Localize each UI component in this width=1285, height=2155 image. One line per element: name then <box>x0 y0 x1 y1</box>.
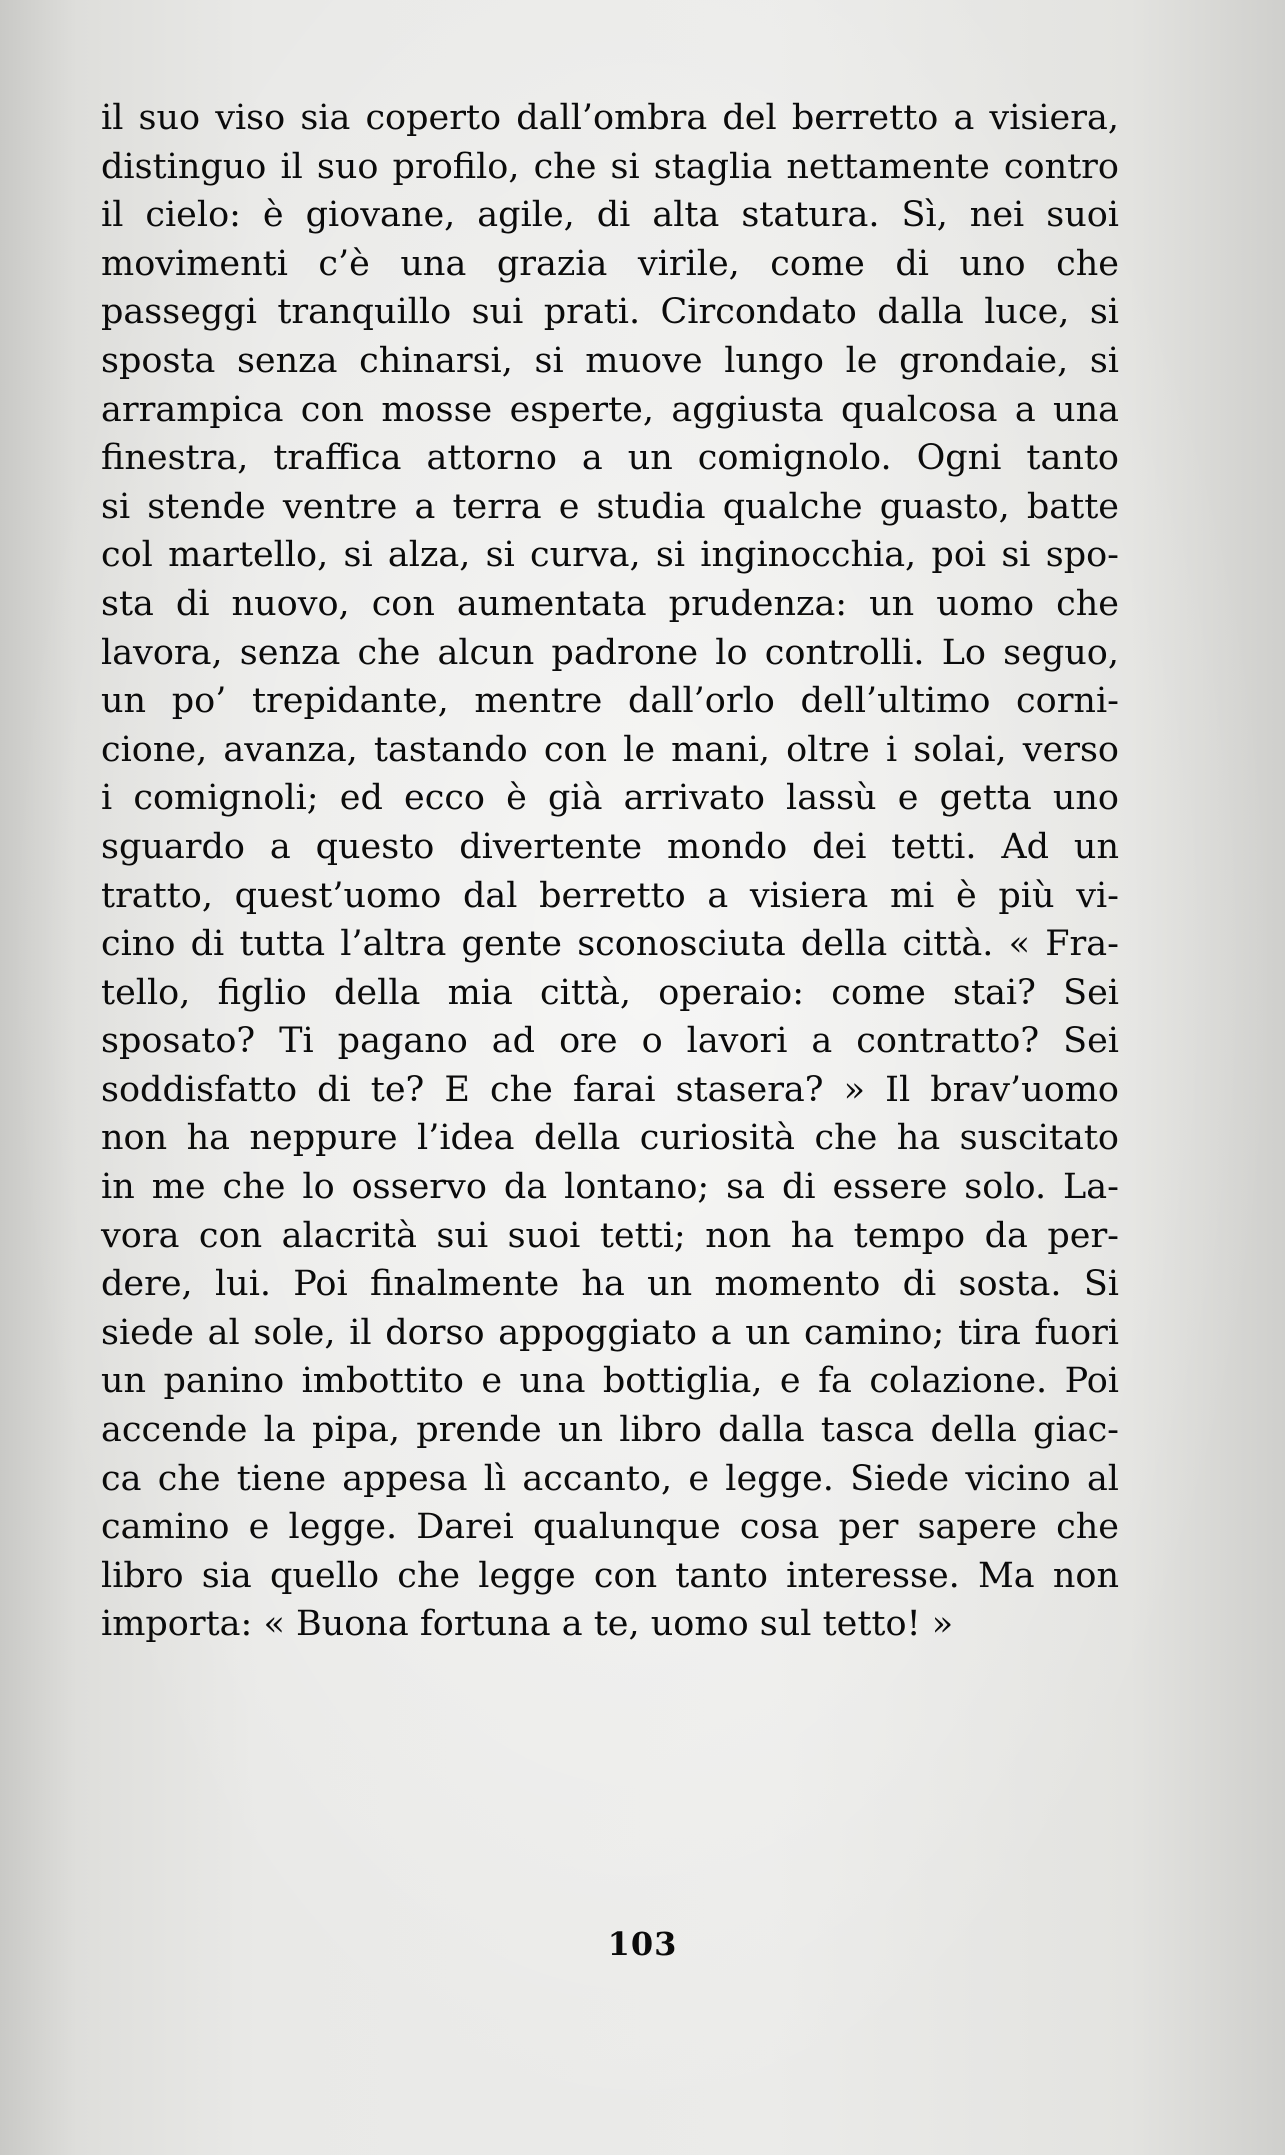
text-line: libro sia quello che legge con tanto interesse. Ma non <box>101 1555 1119 1596</box>
text-line: sposato? Ti pagano ad ore o lavori a contratto? Sei <box>101 1021 1119 1062</box>
text-line: finestra, traffica attorno a un comignolo. Ogni tanto <box>101 438 1119 479</box>
text-line: distinguo il suo profilo, che si staglia nettamente contro <box>101 146 1119 187</box>
text-line: i comignoli; ed ecco è già arrivato lassù e getta uno <box>101 778 1119 819</box>
text-line: col martello, si alza, si curva, si inginocchia, poi si spo- <box>101 535 1119 576</box>
text-line-final: importa: « Buona fortuna a te, uomo sul tetto! » <box>101 1604 954 1645</box>
text-line: arrampica con mosse esperte, aggiusta qualcosa a una <box>101 389 1119 430</box>
text-line: accende la pipa, prende un libro dalla tasca della giac- <box>101 1410 1119 1451</box>
text-line: dere, lui. Poi finalmente ha un momento di sosta. Si <box>101 1264 1119 1305</box>
text-line: in me che lo osservo da lontano; sa di essere solo. La- <box>101 1167 1119 1208</box>
text-line: cione, avanza, tastando con le mani, oltre i solai, verso <box>101 729 1119 770</box>
text-line: movimenti c’è una grazia virile, come di uno che <box>101 243 1119 284</box>
text-line: passeggi tranquillo sui prati. Circondato dalla luce, si <box>101 292 1119 333</box>
text-line: siede al sole, il dorso appoggiato a un camino; tira fuori <box>101 1312 1119 1353</box>
page-number: 103 <box>607 1925 678 1963</box>
body-text <box>101 94 1119 1649</box>
text-line: un po’ trepidante, mentre dall’orlo dell’ultimo corni- <box>101 681 1119 722</box>
text-line: non ha neppure l’idea della curiosità che ha suscitato <box>101 1118 1119 1159</box>
text-line: sguardo a questo divertente mondo dei tetti. Ad un <box>101 826 1119 867</box>
text-line: si stende ventre a terra e studia qualche guasto, batte <box>101 486 1119 527</box>
text-line: il cielo: è giovane, agile, di alta statura. Sì, nei suoi <box>101 195 1119 236</box>
text-line: tratto, quest’uomo dal berretto a visiera mi è più vi- <box>101 875 1119 916</box>
text-line: sta di nuovo, con aumentata prudenza: un uomo che <box>101 583 1119 624</box>
text-line: vora con alacrità sui suoi tetti; non ha tempo da per- <box>101 1215 1119 1256</box>
text-line: il suo viso sia coperto dall’ombra del berretto a visiera, <box>101 98 1119 138</box>
text-line: tello, figlio della mia città, operaio: come stai? Sei <box>101 972 1119 1013</box>
text-line: camino e legge. Darei qualunque cosa per sapere che <box>101 1507 1119 1548</box>
text-line: ca che tiene appesa lì accanto, e legge. Siede vicino al <box>101 1458 1119 1499</box>
text-line: cino di tutta l’altra gente sconosciuta della città. « Fra- <box>101 924 1119 965</box>
text-line: un panino imbottito e una bottiglia, e fa colazione. Poi <box>101 1361 1119 1402</box>
text-line: soddisfatto di te? E che farai stasera? » Il brav’uomo <box>101 1069 1119 1110</box>
text-line: sposta senza chinarsi, si muove lungo le grondaie, si <box>101 340 1119 381</box>
text-line: lavora, senza che alcun padrone lo controlli. Lo seguo, <box>101 632 1119 673</box>
